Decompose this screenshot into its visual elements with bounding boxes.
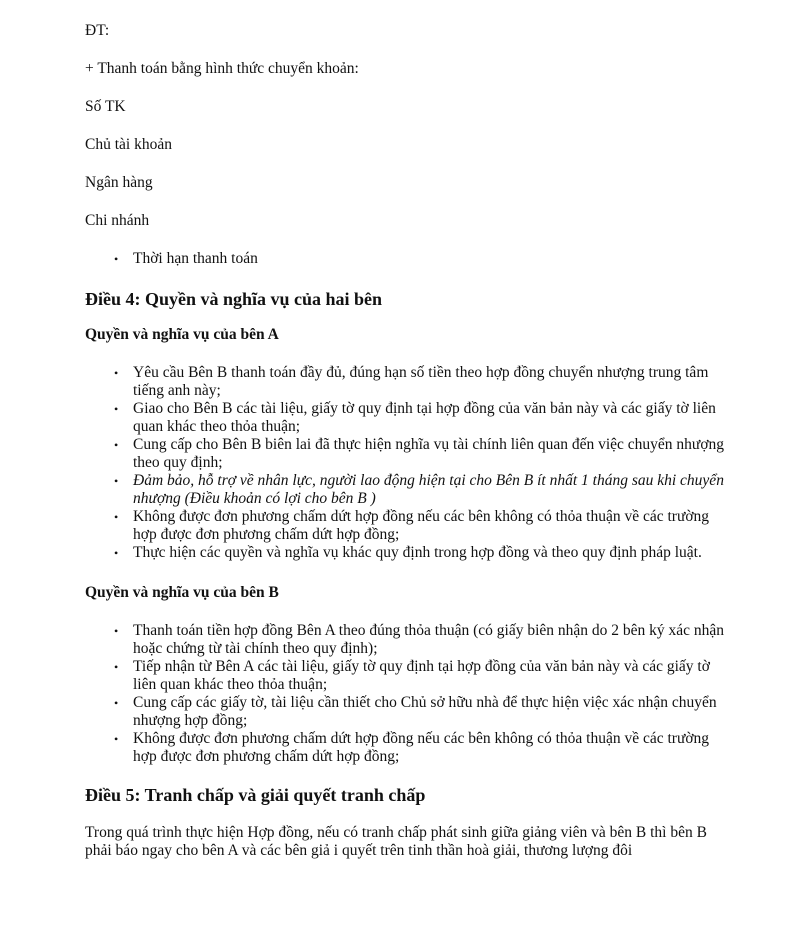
account-holder-label: Chủ tài khoản xyxy=(85,136,172,153)
bullet-icon: • xyxy=(114,474,119,488)
list-item xyxy=(85,472,725,508)
list-item xyxy=(85,250,725,268)
list-item xyxy=(85,436,725,472)
party-a-heading: Quyền và nghĩa vụ của bên A xyxy=(85,326,279,343)
list-item-text: Thời hạn thanh toán xyxy=(133,250,258,267)
list-item xyxy=(85,364,725,400)
bullet-icon: • xyxy=(114,696,119,710)
article-5-body: Trong quá trình thực hiện Hợp đồng, nếu có tranh chấp phát sinh giữa giảng viên và bên B thì bên B phải báo ngay cho bên A và các bên giả i quyết trên tinh thần hoà giải, thương lượng đôi xyxy=(85,824,707,859)
list-item xyxy=(85,622,725,658)
bullet-icon: • xyxy=(114,252,119,266)
list-item-text: Thanh toán tiền hợp đồng Bên A theo đúng thỏa thuận (có giấy biên nhận do 2 bên ký xác nhận hoặc chứng từ tài chính theo quy định); xyxy=(133,622,725,657)
bullet-icon: • xyxy=(114,660,119,674)
party-b-heading: Quyền và nghĩa vụ của bên B xyxy=(85,584,279,601)
list-item xyxy=(85,544,725,562)
bullet-icon: • xyxy=(114,732,119,746)
list-item-text: Cung cấp các giấy tờ, tài liệu cần thiết cho Chủ sở hữu nhà để thực hiện việc xác nhận chuyển nhượng hợp đồng; xyxy=(133,694,717,729)
list-item-text: Không được đơn phương chấm dứt hợp đồng nếu các bên không có thỏa thuận về các trường hợp được đơn phương chấm dứt hợp đồng; xyxy=(133,730,710,765)
document-page xyxy=(85,22,725,860)
phone-label: ĐT: xyxy=(85,22,110,39)
list-item-text: Thực hiện các quyền và nghĩa vụ khác quy định trong hợp đồng và theo quy định pháp luật. xyxy=(133,544,702,561)
list-item-text: Giao cho Bên B các tài liệu, giấy tờ quy định tại hợp đồng của văn bản này và các giấy tờ liên quan khác theo thỏa thuận; xyxy=(133,400,716,435)
list-item xyxy=(85,400,725,436)
transfer-label: + Thanh toán bằng hình thức chuyển khoản: xyxy=(85,60,359,77)
list-item-text: Cung cấp cho Bên B biên lai đã thực hiện nghĩa vụ tài chính liên quan đến việc chuyển nhượng theo quy định; xyxy=(133,436,725,471)
list-item-text: Tiếp nhận từ Bên A các tài liệu, giấy tờ quy định tại hợp đồng của văn bản này và các giấy tờ liên quan khác theo thỏa thuận; xyxy=(133,658,710,693)
party-b-list xyxy=(85,622,725,766)
bank-label: Ngân hàng xyxy=(85,174,153,191)
bullet-icon: • xyxy=(114,402,119,416)
list-item xyxy=(85,508,725,544)
list-item xyxy=(85,730,725,766)
list-item-text: Yêu cầu Bên B thanh toán đầy đủ, đúng hạn số tiền theo hợp đồng chuyển nhượng trung tâm tiếng anh này; xyxy=(133,364,709,399)
bullet-icon: • xyxy=(114,438,119,452)
list-item xyxy=(85,658,725,694)
bullet-icon: • xyxy=(114,624,119,638)
article-4-title: Điều 4: Quyền và nghĩa vụ của hai bên xyxy=(85,289,383,309)
party-a-list xyxy=(85,364,725,562)
list-item xyxy=(85,694,725,730)
bullet-icon: • xyxy=(114,510,119,524)
bullet-icon: • xyxy=(114,366,119,380)
article-5-title: Điều 5: Tranh chấp và giải quyết tranh chấp xyxy=(85,785,426,805)
account-number-label: Số TK xyxy=(85,98,126,115)
payment-deadline-list xyxy=(85,250,725,268)
bullet-icon: • xyxy=(114,546,119,560)
branch-label: Chi nhánh xyxy=(85,212,150,229)
list-item-text: Không được đơn phương chấm dứt hợp đồng nếu các bên không có thỏa thuận về các trường hợp được đơn phương chấm dứt hợp đồng; xyxy=(133,508,710,543)
list-item-text: Đảm bảo, hỗ trợ về nhân lực, người lao động hiện tại cho Bên B ít nhất 1 tháng sau khi chuyển nhượng (Điều khoản có lợi cho bên B ) xyxy=(133,472,724,507)
